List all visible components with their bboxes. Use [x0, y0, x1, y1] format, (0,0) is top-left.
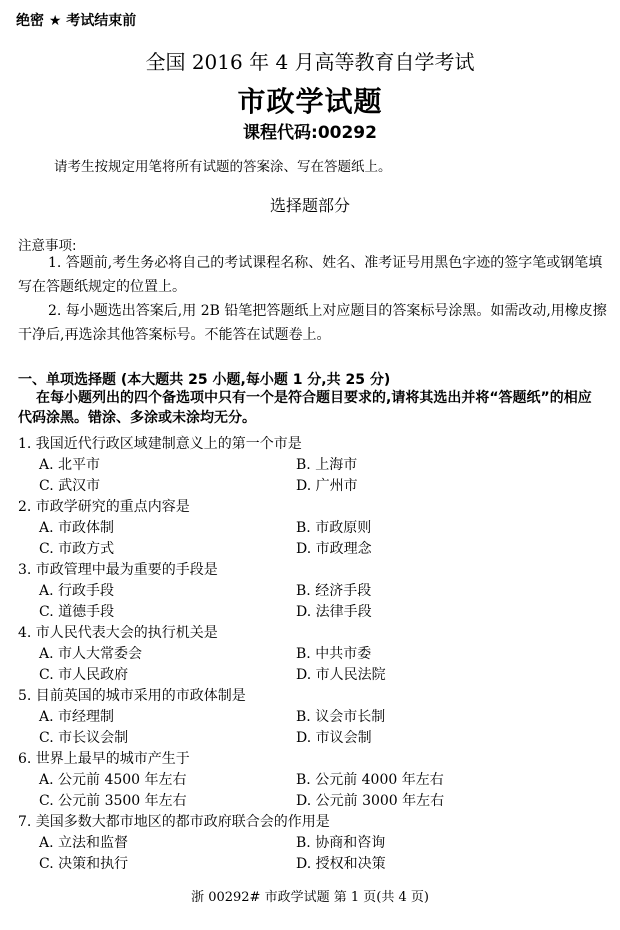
option-a: A. 立法和监督: [39, 835, 129, 851]
option-b: B. 经济手段: [296, 583, 372, 599]
question-1: [18, 433, 608, 496]
option-d: D. 市议会制: [296, 730, 372, 746]
part-title: 选择题部分: [269, 196, 350, 215]
option-c: C. 市长议会制: [39, 730, 129, 746]
option-a: A. 市政体制: [39, 520, 115, 536]
option-d: D. 授权和决策: [296, 856, 386, 872]
option-d: D. 市政理念: [296, 541, 372, 557]
option-b: B. 协商和咨询: [296, 835, 386, 851]
subject-title: 市政学试题: [237, 85, 383, 118]
option-b: B. 市政原则: [296, 520, 372, 536]
option-b: B. 议会市长制: [296, 709, 386, 725]
option-d: D. 法律手段: [296, 604, 372, 620]
option-a: A. 行政手段: [39, 583, 115, 599]
option-b: B. 上海市: [296, 457, 358, 473]
option-a: A. 市经理制: [39, 709, 115, 725]
option-c: C. 市政方式: [39, 541, 115, 557]
option-c: C. 决策和执行: [39, 856, 129, 872]
question-stem: 2. 市政学研究的重点内容是: [18, 499, 190, 515]
notice-heading: 注意事项:: [18, 238, 77, 254]
option-b: B. 中共市委: [296, 646, 372, 662]
question-stem: 1. 我国近代行政区域建制意义上的第一个市是: [18, 436, 302, 452]
question-2: [18, 496, 608, 559]
option-a: A. 市人大常委会: [39, 646, 143, 662]
confidentiality-label: 绝密 ★ 考试结束前: [16, 13, 137, 29]
answer-instruction: 请考生按规定用笔将所有试题的答案涂、写在答题纸上。: [54, 159, 392, 175]
question-6: [18, 748, 608, 811]
course-code: 课程代码:00292: [243, 123, 377, 143]
page-footer: 浙 00292# 市政学试题 第 1 页(共 4 页): [191, 890, 429, 905]
option-b: B. 公元前 4000 年左右: [296, 772, 444, 788]
notice-item: 2. 每小题选出答案后,用 2B 铅笔把答题纸上对应题目的答案标号涂黑。如需改动,用橡皮擦干净后,再选涂其他答案标号。不能答在试题卷上。: [18, 303, 607, 343]
question-4: [18, 622, 608, 685]
question-stem: 3. 市政管理中最为重要的手段是: [18, 562, 218, 578]
option-d: D. 广州市: [296, 478, 358, 494]
question-5: [18, 685, 608, 748]
question-3: [18, 559, 608, 622]
option-c: C. 市人民政府: [39, 667, 129, 683]
option-c: C. 道德手段: [39, 604, 115, 620]
question-stem: 4. 市人民代表大会的执行机关是: [18, 625, 218, 641]
option-d: D. 公元前 3000 年左右: [296, 793, 445, 809]
question-stem: 5. 目前英国的城市采用的市政体制是: [18, 688, 246, 704]
section-heading: 一、单项选择题 (本大题共 25 小题,每小题 1 分,共 25 分): [18, 372, 391, 388]
question-7: [18, 811, 608, 874]
option-c: C. 武汉市: [39, 478, 101, 494]
question-stem: 6. 世界上最早的城市产生于: [18, 751, 190, 767]
section-description: 在每小题列出的四个备选项中只有一个是符合题目要求的,请将其选出并将“答题纸”的相应代码涂黑。错涂、多涂或未涂均无分。: [18, 390, 592, 426]
notice-item: 1. 答题前,考生务必将自己的考试课程名称、姓名、准考证号用黑色字迹的签字笔或钢笔填写在答题纸规定的位置上。: [18, 255, 603, 295]
question-stem: 7. 美国多数大都市地区的都市政府联合会的作用是: [18, 814, 330, 830]
option-a: A. 公元前 4500 年左右: [39, 772, 187, 788]
option-d: D. 市人民法院: [296, 667, 386, 683]
option-a: A. 北平市: [39, 457, 101, 473]
exam-title: 全国 2016 年 4 月高等教育自学考试: [145, 50, 475, 74]
option-c: C. 公元前 3500 年左右: [39, 793, 187, 809]
